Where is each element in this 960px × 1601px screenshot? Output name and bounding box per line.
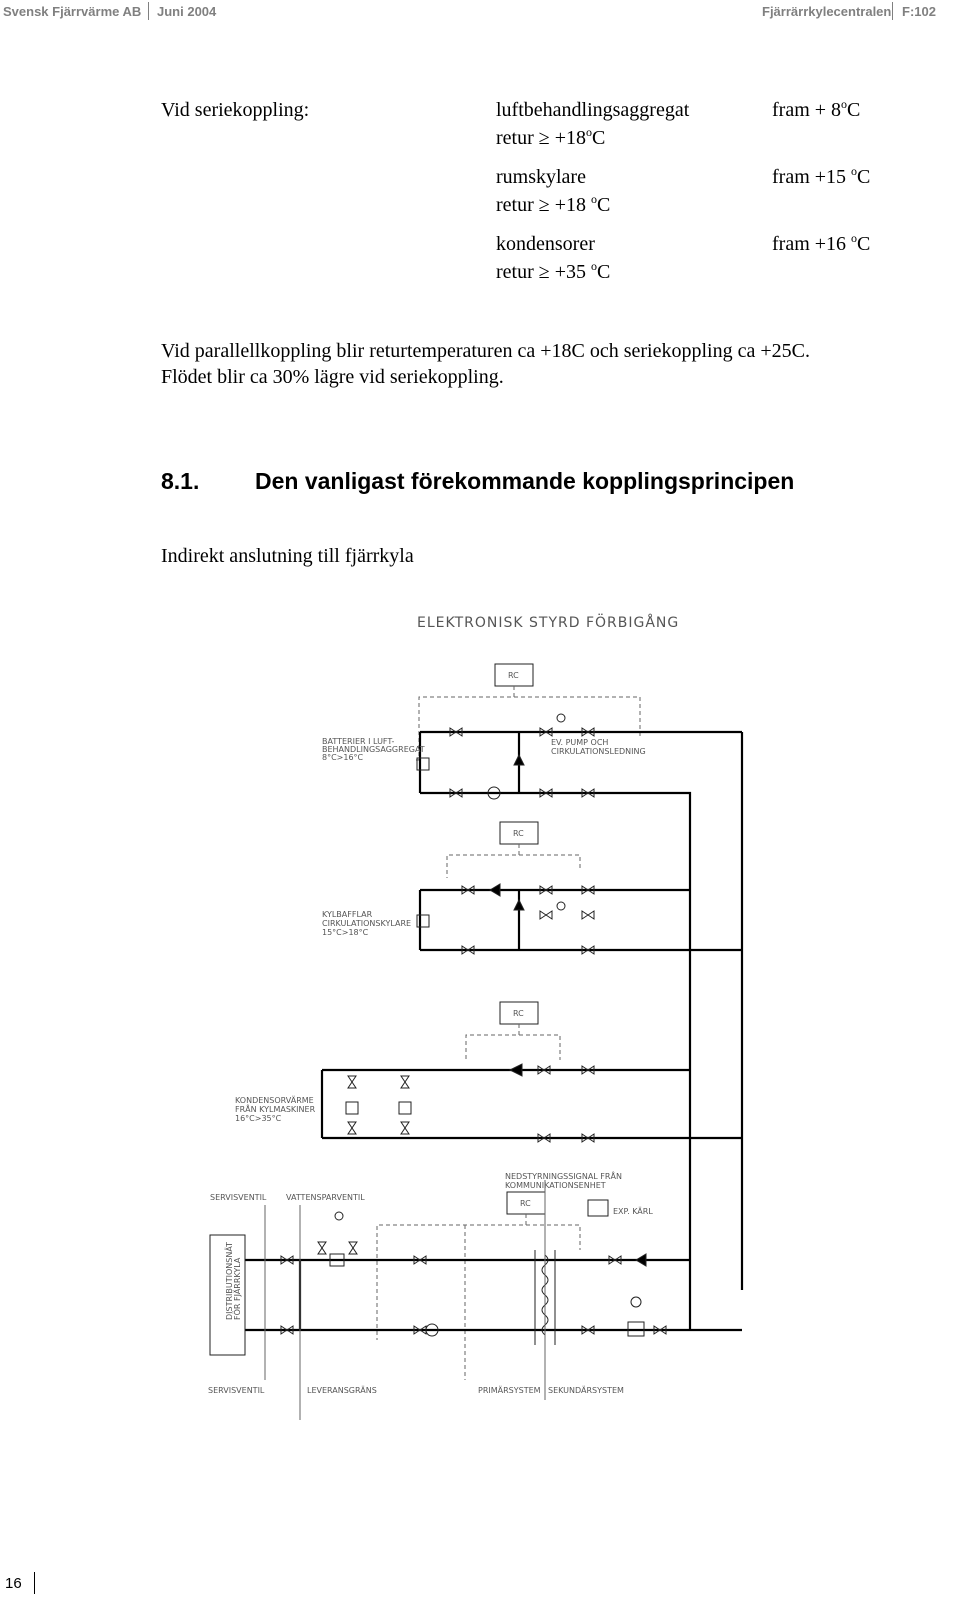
batterier-label-2: BEHANDLINGSAGGREGAT <box>322 745 425 754</box>
exp-karl-label: EXP. KÄRL <box>613 1207 653 1216</box>
paragraph-line: Flödet blir ca 30% lägre vid seriekoppling. <box>161 366 504 388</box>
coil-icon <box>399 1102 411 1114</box>
coil-icon <box>346 1102 358 1114</box>
vattensparventil-label: VATTENSPARVENTIL <box>286 1193 365 1202</box>
series-name: kondensorer <box>496 233 595 255</box>
arrow-icon <box>636 1254 646 1266</box>
nedstyrning-label-1: NEDSTYRNINGSSIGNAL FRÅN <box>505 1172 622 1181</box>
rc-label: RC <box>508 671 519 680</box>
servisventil-label: SERVISVENTIL <box>208 1386 265 1395</box>
distribution-label-1: DISTRIBUTIONSNÄT <box>225 1241 234 1320</box>
valve-icon <box>348 1066 594 1142</box>
arrow-icon <box>514 755 524 765</box>
footer-separator <box>34 1572 35 1594</box>
rc-label: RC <box>513 1009 524 1018</box>
diagram-title: ELEKTRONISK STYRD FÖRBIGÅNG <box>417 615 680 631</box>
series-fram: fram + $8^oC$ <box>772 97 861 121</box>
distribution-label-2: FÖR FJÄRRKYLA <box>233 1257 242 1320</box>
series-retur: retur ≥ $+18^oC$ <box>496 125 606 149</box>
series-label: Vid seriekoppling: <box>161 99 310 121</box>
series-name: luftbehandlingsaggregat <box>496 99 690 121</box>
batterier-label-3: 8°C>16°C <box>322 753 364 762</box>
arrow-icon <box>490 884 500 896</box>
kylbafflar-label-1: KYLBAFFLAR <box>322 910 373 919</box>
gauge-icon <box>335 1212 343 1220</box>
valve-icon <box>281 1242 666 1334</box>
kylbafflar-label-2: CIRKULATIONSKYLARE <box>322 919 412 928</box>
section-number: 8.1. <box>161 468 200 494</box>
gauge-icon <box>557 902 565 910</box>
header-company: Svensk Fjärrvärme AB <box>3 4 142 19</box>
boundary-line <box>265 1180 545 1420</box>
series-fram: fram +16 $^o$C <box>772 231 871 255</box>
pump-label-1: EV. PUMP OCH <box>551 738 609 747</box>
pump-label-2: CIRKULATIONSLEDNING <box>551 747 646 756</box>
series-retur: retur ≥ +35 $^o$C <box>496 259 611 283</box>
subtitle: Indirekt anslutning till fjärrkyla <box>161 545 414 567</box>
gauge-icon <box>557 714 565 722</box>
header-title: Fjärrärrkylecentralen <box>762 4 892 19</box>
series-fram: fram +15 $^o$C <box>772 164 871 188</box>
rc-label: RC <box>520 1199 531 1208</box>
series-retur: retur ≥ +18 $^o$C <box>496 192 611 216</box>
nedstyrning-label-2: KOMMUNIKATIONSENHET <box>505 1181 606 1190</box>
header-doc-id: F:102 <box>902 4 936 19</box>
rc-label: RC <box>513 829 524 838</box>
page-number: 16 <box>5 1575 22 1592</box>
gauge-icon <box>631 1297 641 1307</box>
sekundarsystem-label: SEKUNDÄRSYSTEM <box>548 1386 624 1395</box>
primarsystem-label: PRIMÄRSYSTEM <box>478 1386 541 1395</box>
kondensor-label-1: KONDENSORVÄRME <box>235 1096 314 1105</box>
coil-icon <box>417 915 429 927</box>
kylbafflar-label-3: 15°C>18°C <box>322 928 369 937</box>
paragraph-line: Vid parallellkoppling blir returtemperaturen ca +18C och seriekoppling ca +25C. <box>161 340 810 362</box>
valve-icon <box>462 886 594 954</box>
header-date: Juni 2004 <box>157 4 217 19</box>
servisventil-label: SERVISVENTIL <box>210 1193 267 1202</box>
kondensor-label-3: 16°C>35°C <box>235 1114 282 1123</box>
kondensor-label-2: FRÅN KYLMASKINER <box>235 1105 316 1114</box>
arrow-icon <box>514 900 524 910</box>
arrow-icon <box>510 1064 522 1076</box>
leveransgrans-label: LEVERANSGRÄNS <box>307 1386 377 1395</box>
batterier-label-1: BATTERIER I LUFT- <box>322 737 395 746</box>
series-name: rumskylare <box>496 166 586 188</box>
expansion-tank-icon <box>588 1200 608 1216</box>
section-title: Den vanligast förekommande kopplingsprincipen <box>255 468 795 494</box>
